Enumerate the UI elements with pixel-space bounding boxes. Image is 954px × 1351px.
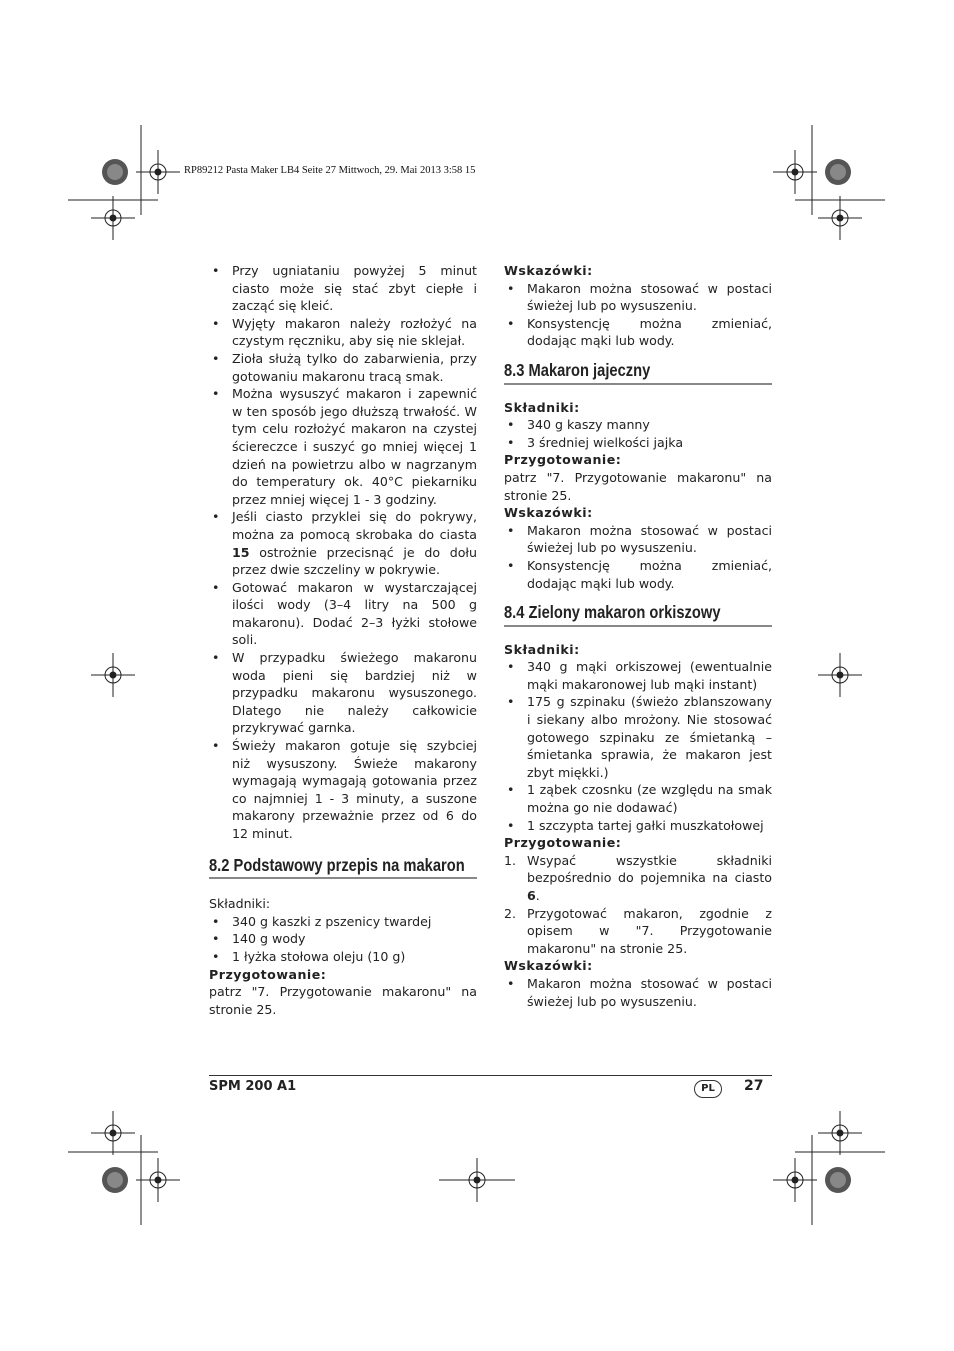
list-item-text: ostrożnie przecisnąć je do dołu przez dwie szczeliny w pokrywie. [232,544,477,578]
list-item: • 1 szczypta tartej gałki muszkatołowej [504,817,772,835]
ingredients-list [504,416,772,451]
tips-label: Wskazówki: [504,958,593,974]
ingredients-label: Składniki: [209,896,271,912]
list-item: • Świeży makaron gotuje się szybciej niż wysuszony. Świeże makarony wymagają wymagają gotowania przez co najmniej 1 - 3 minuty, a suszone makarony przeważnie przez od 6 do 12 minut. [209,737,477,843]
step-item [504,852,772,905]
step-text: Przygotować makaron, zgodnie z opisem w "7. Przygotowanie makaronu" na stronie 25. [527,905,772,956]
ingredients-label: Składniki: [504,399,580,415]
step-text: Wsypać wszystkie składniki bezpośrednio do pojemnika na ciasto [527,852,772,886]
section-8-2-heading-wrap [209,854,477,880]
footer-rule [209,1075,772,1076]
list-item: • 340 g mąki orkiszowej (ewentualnie mąki makaronowej lub mąki instant) [504,658,772,693]
list-item: • 175 g szpinaku (świeżo zblanszowany i siekany albo mrożony. Nie stosować gotowego szpinaku ze śmietanką – śmietanka sprawia, że makaron jest zbyt miękki.) [504,693,772,781]
section-8-4-heading-wrap [504,604,772,627]
page-number: 27 [744,1078,764,1094]
list-item: • Można wysuszyć makaron i zapewnić w ten sposób jego dłuższą trwałość. W tym celu rozłożyć makaron na czystej ściereczce i suszyć go mniej więcej 1 dzień na powietrzu albo w nagrzanym do temperatury ok. 40°C piekarniku przez mniej więcej 1 - 3 godziny. [209,385,477,508]
list-item: • Zioła służą tylko do zabarwienia, przy gotowaniu makaronu tracą smak. [209,350,477,385]
list-item: • Makaron można stosować w postaci świeżej lub po wysuszeniu. [504,280,772,315]
tips-list [504,280,772,350]
part-number: 6 [527,888,536,903]
tips-bullet-list [209,262,477,843]
step-item [504,905,772,958]
list-item-text: Jeśli ciasto przyklei się do pokrywy, można za pomocą skrobaka do ciasta [232,509,477,542]
ingredients-list [209,913,477,966]
list-item: • 140 g wody [209,930,477,948]
tips-list [504,522,772,592]
list-item: • 340 g kaszki z pszenicy twardej [209,913,477,931]
list-item: • Makaron można stosować w postaci świeżej lub po wysuszeniu. [504,522,772,557]
footer-model: SPM 200 A1 [209,1079,297,1094]
preparation-text: patrz "7. Przygotowanie makaronu" na stronie 25. [504,469,772,503]
list-item: • Wyjęty makaron należy rozłożyć na czystym ręczniku, aby się nie sklejał. [209,315,477,350]
tips-list [504,975,772,1010]
preparation-text: patrz "7. Przygotowanie makaronu" na stronie 25. [209,984,477,1017]
step-number: 1. [504,852,517,868]
list-item: • Przy ugniataniu powyżej 5 minut ciasto może się stać zbyt ciepłe i zacząć się kleić. [209,262,477,315]
list-item: • 1 łyżka stołowa oleju (10 g) [209,948,477,966]
list-item: • 1 ząbek czosnku (ze względu na smak można go nie dodawać) [504,781,772,816]
list-item: • Konsystencję można zmieniać, dodając mąki lub wody. [504,315,772,350]
ingredients-label: Składniki: [504,641,580,657]
language-badge: PL [694,1080,722,1098]
list-item: • 340 g kaszy manny [504,416,772,434]
step-number: 2. [504,905,517,921]
right-column [504,262,772,1010]
print-header: RP89212 Pasta Maker LB4 Seite 27 Mittwoch, 29. Mai 2013 3:58 15 [184,165,476,176]
list-item: • Konsystencję można zmieniać, dodając mąki lub wody. [504,557,772,592]
list-item: • Gotować makaron w wystarczającej ilości wody (3–4 litry na 500 g makaronu). Dodać 2–3 łyżki stołowe soli. [209,579,477,649]
preparation-label: Przygotowanie: [504,835,622,851]
list-item: • Makaron można stosować w postaci świeżej lub po wysuszeniu. [504,975,772,1010]
section-8-3-heading-wrap [504,359,772,385]
left-column [209,262,477,1018]
preparation-label: Przygotowanie: [209,966,327,982]
step-text-end: . [535,888,540,903]
section-heading: 8.3 Makaron jajeczny [504,359,651,380]
section-heading: 8.4 Zielony makaron orkiszowy [504,602,721,623]
ingredients-list [504,658,772,834]
preparation-steps [504,852,772,958]
list-item: • 3 średniej wielkości jajka [504,434,772,452]
part-number: 15 [232,544,250,560]
tips-label: Wskazówki: [504,263,593,278]
tips-label: Wskazówki: [504,505,593,521]
preparation-label: Przygotowanie: [504,452,622,468]
list-item [209,508,477,578]
section-heading: 8.2 Podstawowy przepis na makaron [209,854,465,875]
list-item: • W przypadku świeżego makaronu woda pieni się bardziej niż w przypadku makaronu wysuszonego. Dlatego nie należy całkowicie przykrywać garnka. [209,649,477,737]
